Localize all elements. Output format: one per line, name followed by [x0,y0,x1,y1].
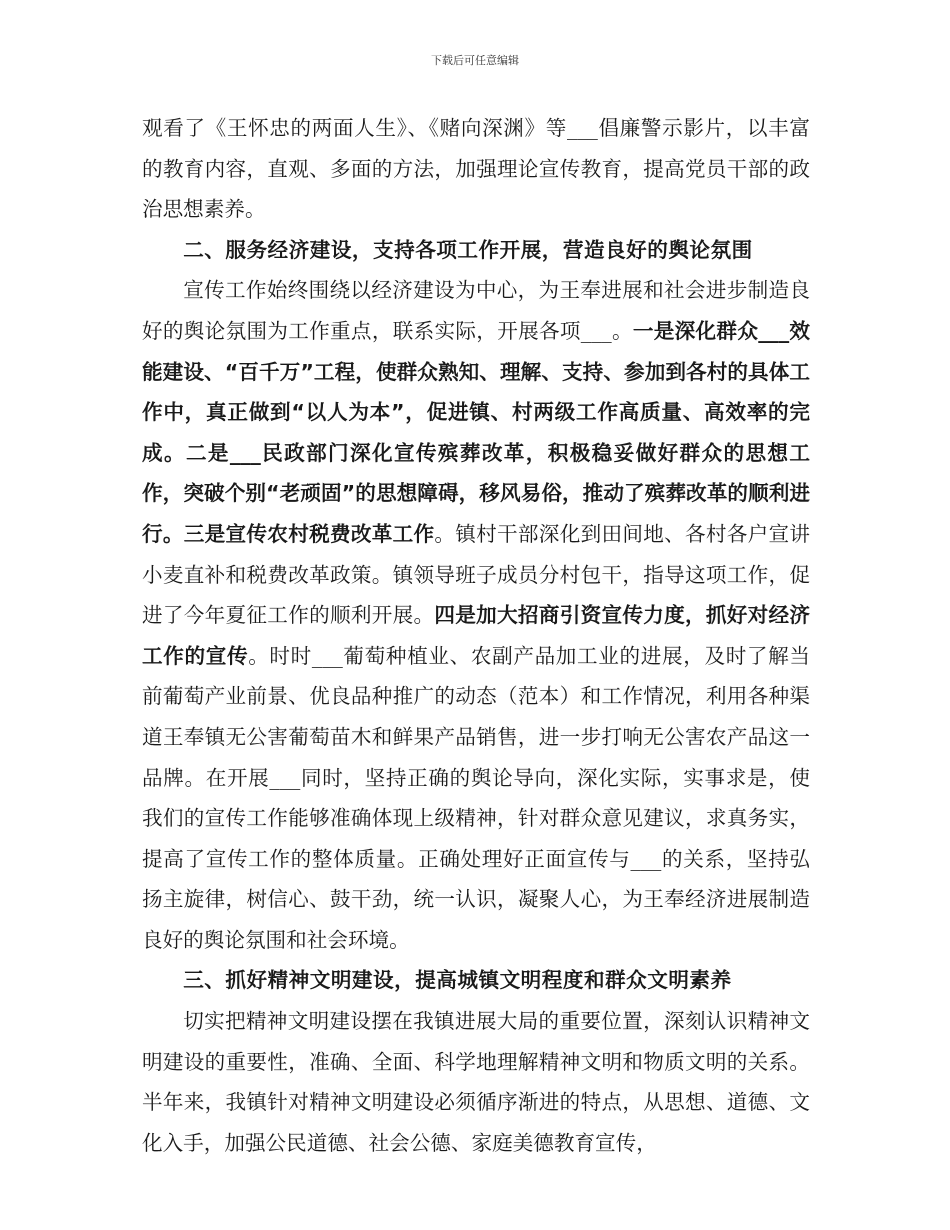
paragraph-2 [142,270,810,960]
paragraph-2-bold-point-four: 四是加大招商引资宣传力度，抓好对经济工作的宣传 [142,603,811,668]
section-heading-3: 三、抓好精神文明建设，提高城镇文明程度和群众文明素养 [183,968,732,993]
paragraph-3: 切实把精神文明建设摆在我镇进展大局的重要位置，深刻认识精神文明建设的重要性，准确、全面、科学地理解精神文明和物质文明的关系。半年来，我镇针对精神文明建设必须循序渐进的特点，从思想、道德、文化入手，加强公民道德、社会公德、家庭美德教育宣传， [142,1009,810,1155]
paragraph-2-bold-points: 一是深化群众___效能建设、“百千万”工程，使群众熟知、理解、支持、参加到各村的具体工作中，真正做到“以人为本”，促进镇、村两级工作高质量、高效率的完成。二是___民政部门深化宣传殡葬改革，积极稳妥做好群众的思想工作，突破个别“老顽固”的思想障碍，移风易俗，推动了殡葬改革的顺利进行。三是宣传农村税费改革工作 [142,318,811,546]
section-heading-2: 二、服务经济建设，支持各项工作开展，营造良好的舆论氛围 [183,237,753,262]
document-body [142,108,810,1163]
paragraph-1: 观看了《王怀忠的两面人生》、《赌向深渊》等___倡廉警示影片，以丰富的教育内容，直观、多面的方法，加强理论宣传教育，提高党员干部的政治思想素养。 [142,116,810,222]
paragraph-2-intro: 宣传工作始终围绕以经济建设为中心，为王奉进展和社会进步制造良好的舆论氛围为工作重点，联系实际，开展各项___。 [142,278,810,343]
page-header: 下载后可任意编辑 [431,54,519,67]
paragraph-2-detail: 。镇村干部深化到田间地、各村各户宣讲小麦直补和税费改革政策。镇领导班子成员分村包干，指导这项工作，促进了今年夏征工作的顺利开展。 [142,521,811,628]
paragraph-2-conclusion: 。时时___葡萄种植业、农副产品加工业的进展，及时了解当前葡萄产业前景、优良品种推广的动态（范本）和工作情况，利用各种渠道王奉镇无公害葡萄苗木和鲜果产品销售，进一步打响无公害农产品这一品牌。在开展___同时，坚持正确的舆论导向，深化实际，实事求是，使我们的宣传工作能够准确体现上级精神，针对群众意见建议，求真务实，提高了宣传工作的整体质量。正确处理好正面宣传与___的关系，坚持弘扬主旋律，树信心、鼓干劲，统一认识，凝聚人心，为王奉经济进展制造良好的舆论氛围和社会环境。 [142,643,810,952]
